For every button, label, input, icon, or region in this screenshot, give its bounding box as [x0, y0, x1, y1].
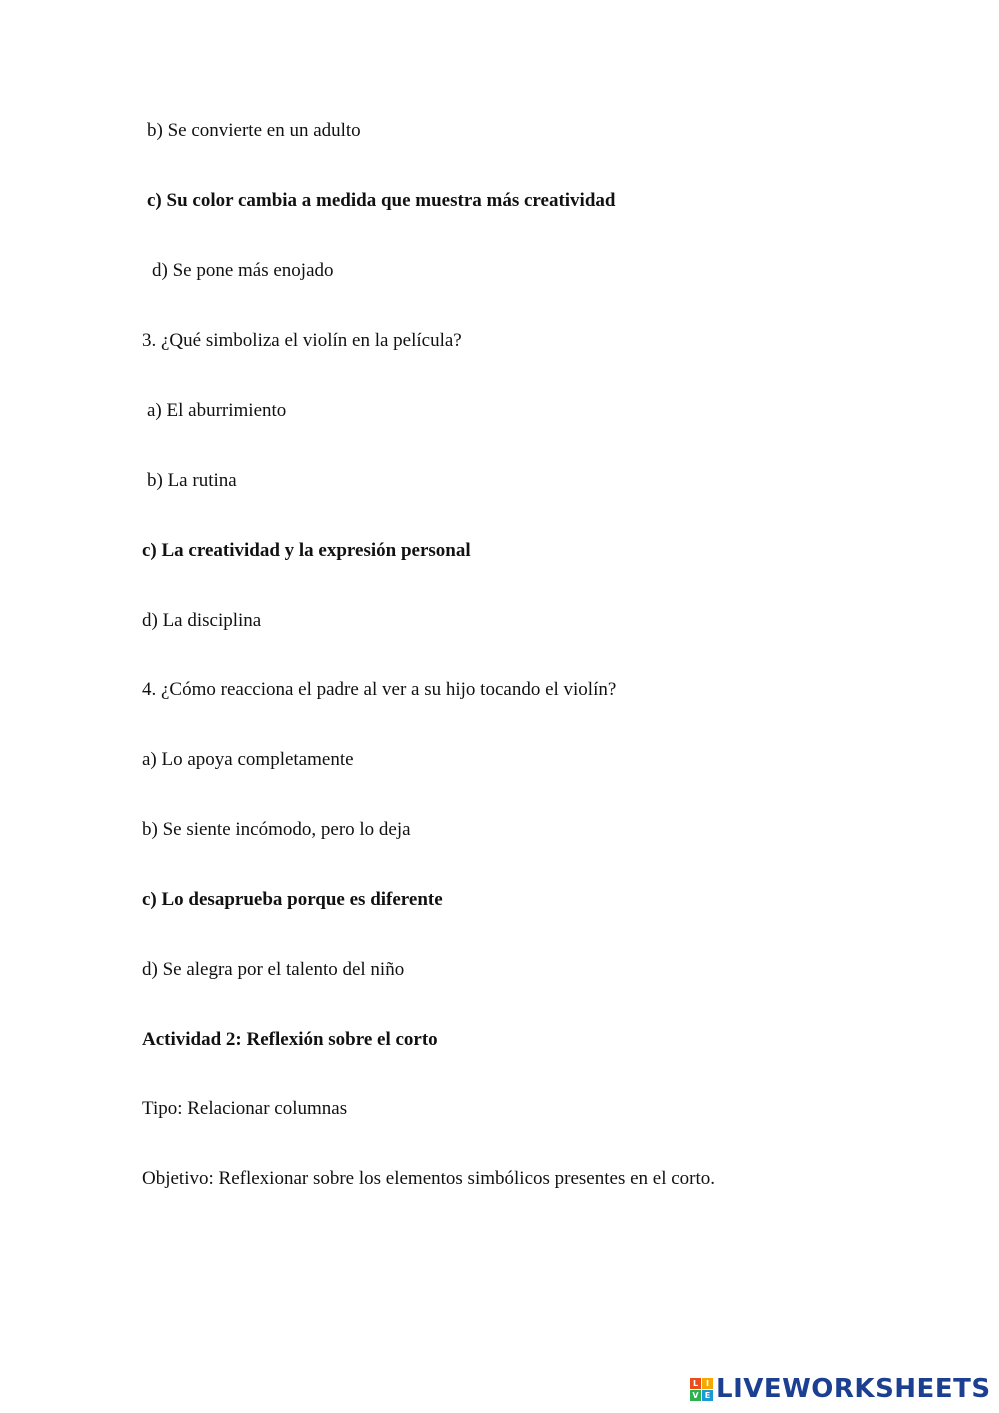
liveworksheets-logo[interactable] [690, 1372, 991, 1406]
logo-mark-e: E [702, 1390, 713, 1401]
option-2c-answer: c) Su color cambia a medida que muestra más creatividad [147, 190, 616, 211]
logo-mark-i: I [702, 1378, 713, 1389]
activity-type: Tipo: Relacionar columnas [142, 1098, 348, 1119]
question-4: 4. ¿Cómo reacciona el padre al ver a su hijo tocando el violín? [142, 679, 617, 700]
liveworksheets-mark-icon [690, 1378, 713, 1401]
option-2b: b) Se convierte en un adulto [147, 120, 361, 141]
logo-mark-v: V [690, 1390, 701, 1401]
option-3b: b) La rutina [147, 470, 237, 491]
logo-mark-l: L [690, 1378, 701, 1389]
option-4b: b) Se siente incómodo, pero lo deja [142, 819, 411, 840]
option-4a: a) Lo apoya completamente [142, 749, 354, 770]
option-2d: d) Se pone más enojado [152, 260, 334, 281]
activity-2-heading: Actividad 2: Reflexión sobre el corto [142, 1029, 438, 1050]
option-3a: a) El aburrimiento [147, 400, 287, 421]
option-3c-answer: c) La creatividad y la expresión personal [142, 540, 471, 561]
option-3d: d) La disciplina [142, 610, 262, 631]
question-3: 3. ¿Qué simboliza el violín en la película? [142, 330, 462, 351]
option-4c-answer: c) Lo desaprueba porque es diferente [142, 889, 443, 910]
logo-wordmark: LIVEWORKSHEETS [716, 1374, 991, 1404]
activity-objective: Objetivo: Reflexionar sobre los elementos simbólicos presentes en el corto. [142, 1168, 716, 1189]
option-4d: d) Se alegra por el talento del niño [142, 959, 405, 980]
